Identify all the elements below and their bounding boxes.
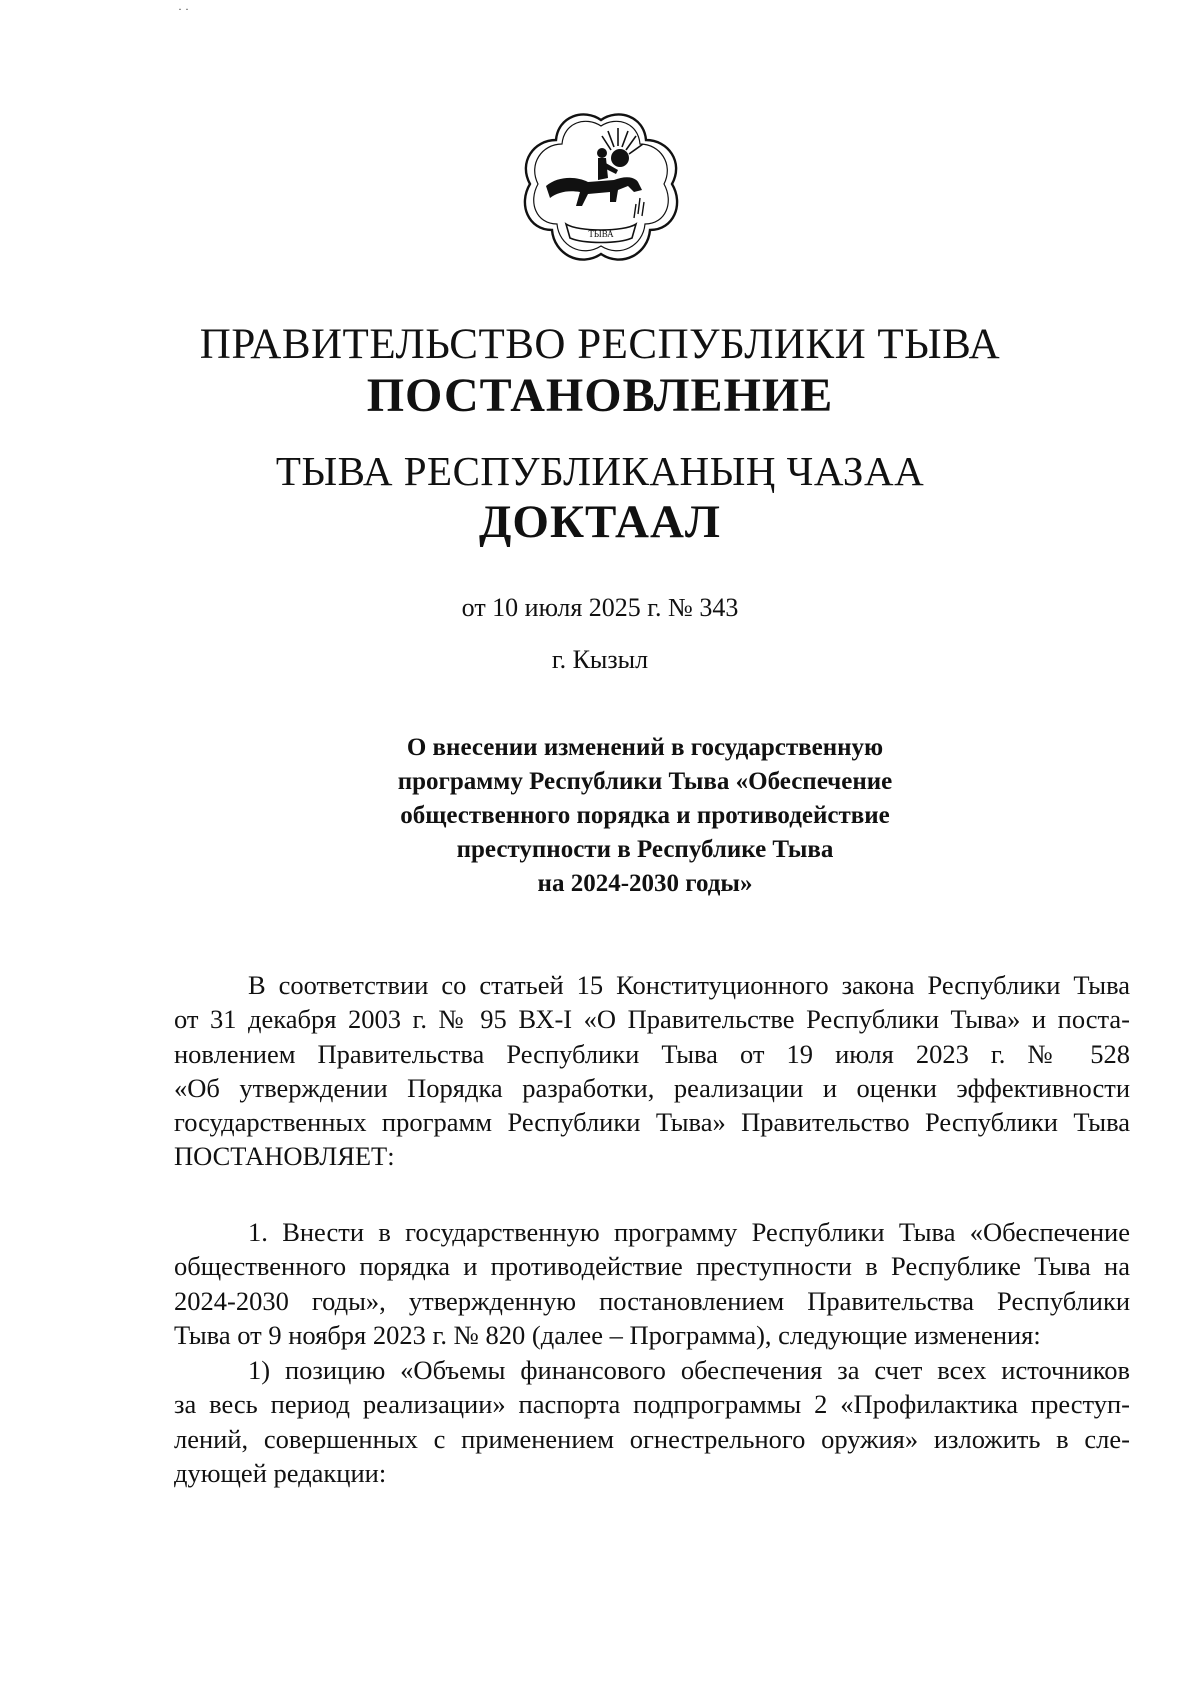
document-title: [345, 731, 945, 901]
body-paragraph-item-1: [174, 1215, 1130, 1352]
body-line: «Об утверждении Порядка разработки, реализации и оценки эффективности: [174, 1072, 1130, 1103]
tyva-coat-of-arms-icon: [518, 106, 684, 272]
title-line: на 2024-2030 годы»: [537, 870, 753, 897]
body-line: дующей редакции:: [174, 1457, 387, 1488]
body-line: 2024-2030 годы», утвержденную постановлением Правительства Республики: [174, 1285, 1130, 1316]
body-line: новлением Правительства Республики Тыва от 19 июля 2023 г. № 528: [174, 1038, 1130, 1069]
body-line: Тыва от 9 ноября 2023 г. № 820 (далее – Программа), следующие изменения:: [174, 1319, 1041, 1350]
body-line: В соответствии со статьей 15 Конституционного закона Республики Тыва: [248, 970, 1130, 1000]
body-line: 1) позицию «Объемы финансового обеспечения за счет всех источников: [248, 1355, 1130, 1385]
body-line: государственных программ Республики Тыва» Правительство Республики Тыва: [174, 1107, 1130, 1138]
decree-heading-ru: ПОСТАНОВЛЕНИЕ: [366, 369, 834, 422]
title-line: преступности в Республике Тыва: [456, 836, 834, 863]
government-name-ru: ПРАВИТЕЛЬСТВО РЕСПУБЛИКИ ТЫВА: [199, 321, 1001, 368]
emblem-inscription: ТЫВА: [588, 229, 614, 239]
body-line: за весь период реализации» паспорта подпрограммы 2 «Профилактика преступ-: [174, 1389, 1130, 1420]
title-line: программу Республики Тыва «Обеспечение: [397, 768, 893, 795]
decree-city: г. Кызыл: [551, 645, 649, 674]
body-line: 1. Внести в государственную программу Республики Тыва «Обеспечение: [248, 1217, 1130, 1247]
body-line: от 31 декабря 2003 г. № 95 ВХ-І «О Правительстве Республики Тыва» и поста-: [174, 1004, 1130, 1035]
decree-heading-tv: ДОКТААЛ: [479, 496, 721, 548]
body-line: ПОСТАНОВЛЯЕТ:: [174, 1141, 395, 1172]
title-line: общественного порядка и противодействие: [400, 802, 890, 829]
body-paragraph-subitem-1: [174, 1353, 1130, 1490]
government-name-tv: ТЫВА РЕСПУБЛИКАНЫҢ ЧАЗАА: [275, 448, 925, 494]
body-line: лений, совершенных с применением огнестрельного оружия» изложить в сле-: [174, 1423, 1130, 1454]
body-paragraph-preamble: [174, 968, 1130, 1174]
decree-date-number: от 10 июля 2025 г. № 343: [461, 593, 739, 622]
body-line: общественного порядка и противодействие преступности в Республике Тыва на: [174, 1251, 1130, 1282]
title-line: О внесении изменений в государственную: [406, 734, 884, 761]
scan-marks: · ·: [178, 2, 189, 16]
